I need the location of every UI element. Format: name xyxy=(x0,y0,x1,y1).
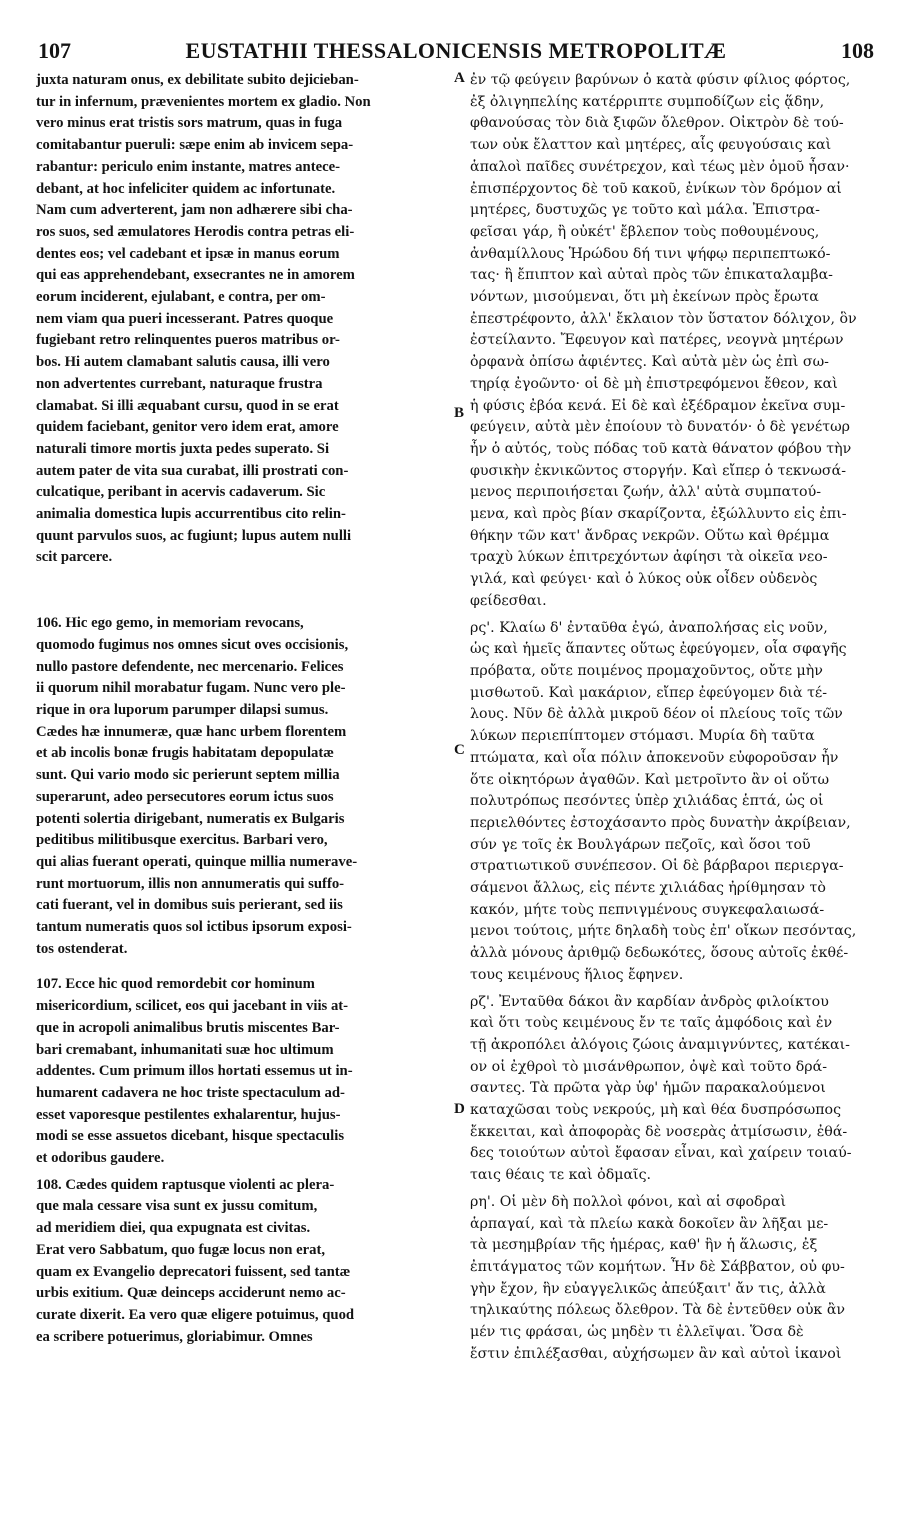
greek-text-line: καταχῶσαι τοὺς νεκρούς, μὴ καὶ θέα δυσπρόσωπος xyxy=(470,1102,842,1119)
latin-text-line: bari cremabant, inhumanitati suæ hoc ultimum xyxy=(36,1041,334,1058)
greek-text-line: ὡς καὶ ἡμεῖς ἅπαντες οὕτως ἐφεύγομεν, οἷα σφαγῆς xyxy=(470,641,847,658)
greek-text-line: πρόβατα, οὔτε ποιμένος προμαχοῦντος, οὔτε μὴν xyxy=(470,662,823,679)
greek-text-line: ἡ φύσις ἐβόα κενά. Εἰ δὲ καὶ ἐξέδραμον ἐκεῖνα συμ- xyxy=(470,397,846,414)
latin-text-line: addentes. Cum primum illos hortati essemus ut in- xyxy=(36,1063,353,1080)
greek-text-line: τηλικαύτης πόλεως ὄλεθρον. Τὰ δὲ ἐντεῦθεν οὐκ ἂν xyxy=(470,1302,846,1319)
greek-text-line: των οὐκ ἔλαττον καὶ μητέρες, αἷς φευγούσαις καὶ xyxy=(470,137,832,154)
latin-text-line: ii quorum nihil morabatur fugam. Nunc vero ple- xyxy=(36,680,346,697)
greek-text-line: ὀρφανὰ ὀπίσω ἀφιέντες. Καὶ αὐτὰ μὲν ὡς ἐπὶ σω- xyxy=(470,354,829,371)
greek-text-line: καὶ ὅτι τοὺς κειμένους ἔν τε ταῖς ἀμφόδοις καὶ ἐν xyxy=(470,1015,833,1032)
greek-paragraph xyxy=(470,70,878,613)
latin-text-line: 106. Hic ego gemo, in memoriam revocans, xyxy=(36,615,304,632)
greek-text-line: φείδεσθαι. xyxy=(470,592,547,609)
latin-text-line: comitabantur pueruli: sæpe enim ab invicem sepa- xyxy=(36,137,354,154)
greek-text-line: μενα, καὶ πρὸς βίαν σκαρίζοντα, ἐξώλλυντο εἰς ἐπι- xyxy=(470,506,847,523)
section-marker-c: C xyxy=(454,742,465,758)
latin-text-line: humarent cadavera ne hoc triste spectaculum ad- xyxy=(36,1084,345,1101)
greek-text-line: φυσικὴν ἐκνικῶντος στοργήν. Καὶ εἴπερ ὁ τεκνωσά- xyxy=(470,462,846,479)
latin-text-line: ad meridiem diei, qua expugnata est civitas. xyxy=(36,1220,311,1237)
greek-text-line: φθανούσας τὸν διὰ ξιφῶν ὄλεθρον. Οἰκτρὸν δὲ τού- xyxy=(470,115,844,132)
greek-text-line: μέν τις φράσαι, ὡς μηδὲν τι ἐλλεῖψαι. Ὅσα δὲ xyxy=(470,1324,804,1341)
greek-text-line: ἔκκειται, καὶ ἀποφορὰς δὲ νοσερὰς ἀτμίσωσιν, ἐθά- xyxy=(470,1123,848,1140)
greek-text-line: περιελθόντες ἐστοχάσαντο πρὸς δυνατὴν ἀκρίβειαν, xyxy=(470,814,851,831)
latin-text-line: rabantur: periculo enim instante, matres antece- xyxy=(36,158,341,175)
greek-text-line: στρατιωτικοῦ συνέπεσον. Οἱ δὲ βάρβαροι περιεργα- xyxy=(470,858,844,875)
latin-paragraph xyxy=(36,613,452,960)
latin-text-line: bos. Hi autem clamabant salutis causa, illi vero xyxy=(36,354,330,371)
latin-text-line: Nam cum adverterent, jam non adhærere sibi cha- xyxy=(36,202,353,219)
latin-text-line: scit parcere. xyxy=(36,549,113,566)
latin-text-line: qui eas apprehendebant, exsecrantes ne in amorem xyxy=(36,267,355,284)
greek-text-line: τους κειμένους ἥλιος ἔφηνεν. xyxy=(470,966,684,983)
page-header xyxy=(38,38,874,68)
latin-text-line: Erat vero Sabbatum, quo fugæ locus non erat, xyxy=(36,1241,326,1258)
greek-text-line: ἐπιτάγματος τῶν κομήτων. Ἦν δὲ Σάββατον, οὐ φυ- xyxy=(470,1258,845,1275)
greek-text-line: πολυτρόπως πεσόντες ὑπὲρ χιλιάδας ἑπτά, ὡς οἱ xyxy=(470,793,824,810)
greek-text-line: ἁρπαγαί, καὶ τὰ πλείω κακὰ δοκοῖεν ἂν λῆξαι με- xyxy=(470,1215,829,1232)
latin-column xyxy=(36,70,452,1348)
latin-text-line: juxta naturam onus, ex debilitate subito dejicieban- xyxy=(36,72,359,88)
greek-text-line: γιλά, καὶ φεύγει· καὶ ὁ λύκος οὐκ οἶδεν οὐδενὸς xyxy=(470,571,818,588)
greek-text-line: ἔστιν ἐπιλέξασθαι, αὐχήσωμεν ἂν καὶ αὐτοὶ ἱκανοὶ xyxy=(470,1345,842,1362)
greek-column xyxy=(470,70,878,1365)
greek-text-line: ἀνθαμίλλους Ἡρώδου δή τινι ψήφῳ περιπεπτωκό- xyxy=(470,245,831,262)
greek-text-line: μητέρες, δυστυχῶς γε τοῦτο καὶ μάλα. Ἐπιστρα- xyxy=(470,202,820,219)
greek-text-line: ἐπισπέρχοντος δὲ τοῦ κακοῦ, ἐνίκων τὸν δρόμον αἱ xyxy=(470,180,842,197)
latin-text-line: rique in ora luporum parumper dilapsi sumus. xyxy=(36,701,329,718)
page-number-left: 107 xyxy=(38,38,71,63)
latin-text-line: potenti solertia dirigebant, numeratis ex Bulgaris xyxy=(36,810,345,827)
latin-text-line: ros suos, sed æmulatores Herodis contra petras eli- xyxy=(36,223,355,240)
greek-text-line: ἐστείλαντο. Ἔφευγον καὶ πατέρες, νεογνὰ μητέρων xyxy=(470,332,844,349)
greek-text-line: ἦν ὁ αὐτός, τοὺς πόδας τοῦ κατὰ θάνατον φόβου τὴν xyxy=(470,440,852,457)
latin-text-line: superarunt, adeo persecutores eorum ictus suos xyxy=(36,788,334,805)
greek-text-line: ἀλλὰ μόνους ἀριθμῷ δεδωκότες, ὅσους αὐτοῖς ἐκθέ- xyxy=(470,945,849,962)
greek-text-line: γὴν ἔχον, ἣν εὐαγγελικῶς ἀπεύξαιτ' ἄν τις, ἀλλὰ xyxy=(470,1280,826,1297)
latin-text-line: quomodo fugimus nos omnes sicut oves occisionis, xyxy=(36,636,349,653)
latin-paragraph xyxy=(36,974,452,1169)
greek-paragraph xyxy=(470,992,878,1187)
greek-text-line: τας· ἢ ἔπιπτον καὶ αὐταὶ πρὸς τῶν ἐπικαταλαμβα- xyxy=(470,267,833,284)
latin-text-line: quam ex Evangelio deprecatori fuissent, sed tantæ xyxy=(36,1263,351,1280)
latin-text-line: que in acropoli animalibus brutis miscentes Bar- xyxy=(36,1019,340,1036)
latin-text-line: modi se esse assuetos dicebant, hisque spectaculis xyxy=(36,1128,345,1145)
latin-text-line: 107. Ecce hic quod remordebit cor hominum xyxy=(36,976,315,993)
greek-text-line: λύκων περιεπίπτομεν στόμασι. Μυρία δὴ ταῦτα xyxy=(470,728,815,745)
greek-text-line: ἐν τῷ φεύγειν βαρύνων ὁ κατὰ φύσιν φίλιος φόρτος, xyxy=(470,72,851,88)
latin-text-line: urbis exitium. Quæ deinceps acciderunt nemo ac- xyxy=(36,1285,346,1302)
greek-text-line: φεῖσαι γάρ, ἢ οὐκέτ' ἔβλεπον τοὺς ποθουμένους, xyxy=(470,223,820,240)
latin-text-line: non advertentes currebant, naturaque frustra xyxy=(36,375,323,392)
greek-text-line: ον οἱ ἐχθροὶ τὸ μισάνθρωπον, ὀψὲ καὶ τοῦτο δρά- xyxy=(470,1058,828,1075)
greek-text-line: ἐπεστρέφοντο, ἀλλ' ἔκλαιον τὸν ὕστατον δόλιχον, ὃν xyxy=(470,310,857,327)
running-title: EUSTATHII THESSALONICENSIS METROPOLITÆ xyxy=(185,38,727,63)
paragraph-gap xyxy=(36,569,452,613)
greek-text-line: σαντες. Τὰ πρῶτα γὰρ ὑφ' ἡμῶν παρακαλούμενοι xyxy=(470,1080,826,1097)
latin-paragraph xyxy=(36,1175,452,1349)
latin-text-line: sunt. Qui vario modo sic perierunt septem millia xyxy=(36,767,340,784)
greek-text-line: ὅτε οἰκητόρων ἀγαθῶν. Καὶ μετροῖντο ἂν οἱ οὕτω xyxy=(470,771,830,788)
greek-text-line: μισθωτοῦ. Καὶ μακάριον, εἴπερ ἐφεύγομεν διὰ τέ- xyxy=(470,684,828,701)
latin-text-line: que mala cessare visa sunt ex jussu comitum, xyxy=(36,1198,318,1215)
greek-text-line: ταις θέαις τε καὶ ὀδμαῖς. xyxy=(470,1167,652,1184)
greek-text-line: τῇ ἀκροπόλει ἀλόγοις ζώοις ἀναμιγνύντες, κατέκαι- xyxy=(470,1036,850,1053)
latin-text-line: peditibus militibusque exercitus. Barbari vero, xyxy=(36,832,328,849)
latin-text-line: tos ostenderat. xyxy=(36,940,128,957)
latin-text-line: nem viam qua pueri incesserant. Patres quoque xyxy=(36,310,334,327)
greek-text-line: ρζ'. Ἐνταῦθα δάκοι ἂν καρδίαν ἀνδρὸς φιλοίκτου xyxy=(470,993,829,1010)
latin-text-line: vero minus erat tristis sors matrum, quas in fuga xyxy=(36,115,343,132)
latin-text-line: ea scribere potuerimus, gloriabimur. Omnes xyxy=(36,1328,313,1345)
latin-text-line: Cædes hæ innumeræ, quæ hanc urbem florentem xyxy=(36,723,347,740)
greek-text-line: ρη'. Οἱ μὲν δὴ πολλοὶ φόνοι, καὶ αἱ σφοδραὶ xyxy=(470,1193,787,1210)
latin-text-line: tur in infernum, prævenientes mortem ex gladio. Non xyxy=(36,93,371,110)
latin-text-line: naturali timore mortis juxta pedes superato. Si xyxy=(36,440,330,457)
latin-text-line: dentes eos; vel cadebant et ipsæ in manus eorum xyxy=(36,245,340,262)
latin-text-line: nullo pastore defendente, nec mercenario. Felices xyxy=(36,658,344,675)
latin-text-line: 108. Cædes quidem raptusque violenti ac plera- xyxy=(36,1176,335,1193)
greek-text-line: δες τοιούτων αὐτοὶ ἔφασαν εἶναι, καὶ χαίρειν τοιαύ- xyxy=(470,1145,852,1162)
latin-text-line: tantum numeratis quos sol ictibus ipsorum exposi- xyxy=(36,919,352,936)
latin-text-line: clamabat. Si illi æquabant cursu, quod in se erat xyxy=(36,397,339,414)
section-marker-d: D xyxy=(454,1101,465,1117)
greek-text-line: σύν γε τοῖς ἐκ Βουλγάρων πεζοῖς, καὶ ὅσοι τοῦ xyxy=(470,836,811,853)
latin-text-line: et odoribus gaudere. xyxy=(36,1150,165,1167)
greek-text-line: φεύγειν, αὐτὰ μὲν ἐποίουν τὸ δυνατόν· ὁ δὲ γενέτωρ xyxy=(470,419,850,436)
latin-text-line: animalia domestica lupis accurrentibus cito relin- xyxy=(36,506,346,523)
greek-text-line: ἁπαλοὶ παῖδες συνέτρεχον, καὶ τέως μὲν ὁμοῦ ἦσαν· xyxy=(470,158,850,175)
greek-text-line: ρς'. Κλαίω δ' ἐνταῦθα ἐγώ, ἀναπολήσας εἰς νοῦν, xyxy=(470,619,828,636)
page-number-right: 108 xyxy=(841,38,874,63)
greek-text-line: τραχὺ λύκων ἐπιτρεχόντων ἀφίησι τὰ οἰκεῖα νεο- xyxy=(470,549,828,566)
greek-text-line: μενος περιποιήσεται ζωήν, ἀλλ' αὐτὰ συμπατού- xyxy=(470,484,822,501)
section-marker-b: B xyxy=(454,405,465,421)
section-marker-a: A xyxy=(454,70,465,86)
latin-text-line: runt mortuorum, illis non annumeratis qui suffo- xyxy=(36,875,345,892)
greek-text-line: λους. Νῦν δὲ ἀλλὰ μικροῦ δέον οἱ πλείους τοῖς τῶν xyxy=(470,706,843,723)
greek-text-line: τὰ μεσημβρίαν τῆς ἡμέρας, καθ' ἣν ἡ ἅλωσις, ἐξ xyxy=(470,1237,818,1254)
greek-text-line: ἐξ ὀλιγηπελίης κατέρριπτε συμποδίζων εἰς ᾅδην, xyxy=(470,93,825,110)
latin-text-line: esset vaporesque pestilentes exhalarentur, hujus- xyxy=(36,1106,341,1123)
greek-paragraph xyxy=(470,618,878,987)
greek-text-line: σάμενοι ἄλλως, εἰς πέντε χιλιάδας ἠρίθμησαν τὸ xyxy=(470,880,826,897)
greek-text-line: μενοι τούτοις, μήτε δηλαδὴ τοὺς ἐπ' οἴκων πεσόντας, xyxy=(470,923,857,940)
greek-text-line: θήκην τῶν κατ' ἄνδρας νεκρῶν. Οὕτω καὶ θρέμμα xyxy=(470,527,830,544)
latin-text-line: culcatique, peribant in acervis cadaverum. Sic xyxy=(36,484,326,501)
greek-text-line: κακόν, μήτε τοὺς πεπνιγμένους συγκεφαλαιωσά- xyxy=(470,901,825,918)
greek-text-line: τηρίᾳ ἐγοῶντο· οἱ δὲ μὴ ἐπιστρεφόμενοι ἔθεον, καὶ xyxy=(470,375,838,392)
greek-paragraph xyxy=(470,1192,878,1366)
latin-text-line: misericordium, scilicet, eos qui jacebant in viis at- xyxy=(36,998,349,1015)
latin-text-line: curate dixerit. Ea vero quæ eligere potuimus, quod xyxy=(36,1306,355,1323)
latin-text-line: debant, at hoc infeliciter quidem ac infortunate. xyxy=(36,180,336,197)
paragraph-gap xyxy=(36,960,452,974)
latin-text-line: cati fuerant, vel in domibus suis perierant, sed iis xyxy=(36,897,343,914)
greek-text-line: πτώματα, καὶ οἷα πόλιν ἀποκενοῦν εὐφοροῦσαν ἦν xyxy=(470,749,839,766)
latin-text-line: autem pater de vita sua curabat, illi prostrati con- xyxy=(36,462,349,479)
latin-text-line: fugiebant retro relinquentes pueros matribus or- xyxy=(36,332,340,349)
greek-text-line: νόντων, μισούμεναι, ὅτι μὴ ἐκείνων πρὸς ἔρωτα xyxy=(470,289,819,306)
latin-text-line: et ab incolis bonæ frugis habitatam depopulatæ xyxy=(36,745,334,762)
latin-text-line: eorum inciderent, ejulabant, e contra, per om- xyxy=(36,289,326,306)
latin-text-line: quidem faciebant, genitor vero idem erat, amore xyxy=(36,419,339,436)
latin-paragraph xyxy=(36,70,452,569)
latin-text-line: qui alias fuerant operati, quinque millia numerave- xyxy=(36,853,358,870)
latin-text-line: quunt parvulos suos, ac fugiunt; lupus autem nulli xyxy=(36,527,352,544)
